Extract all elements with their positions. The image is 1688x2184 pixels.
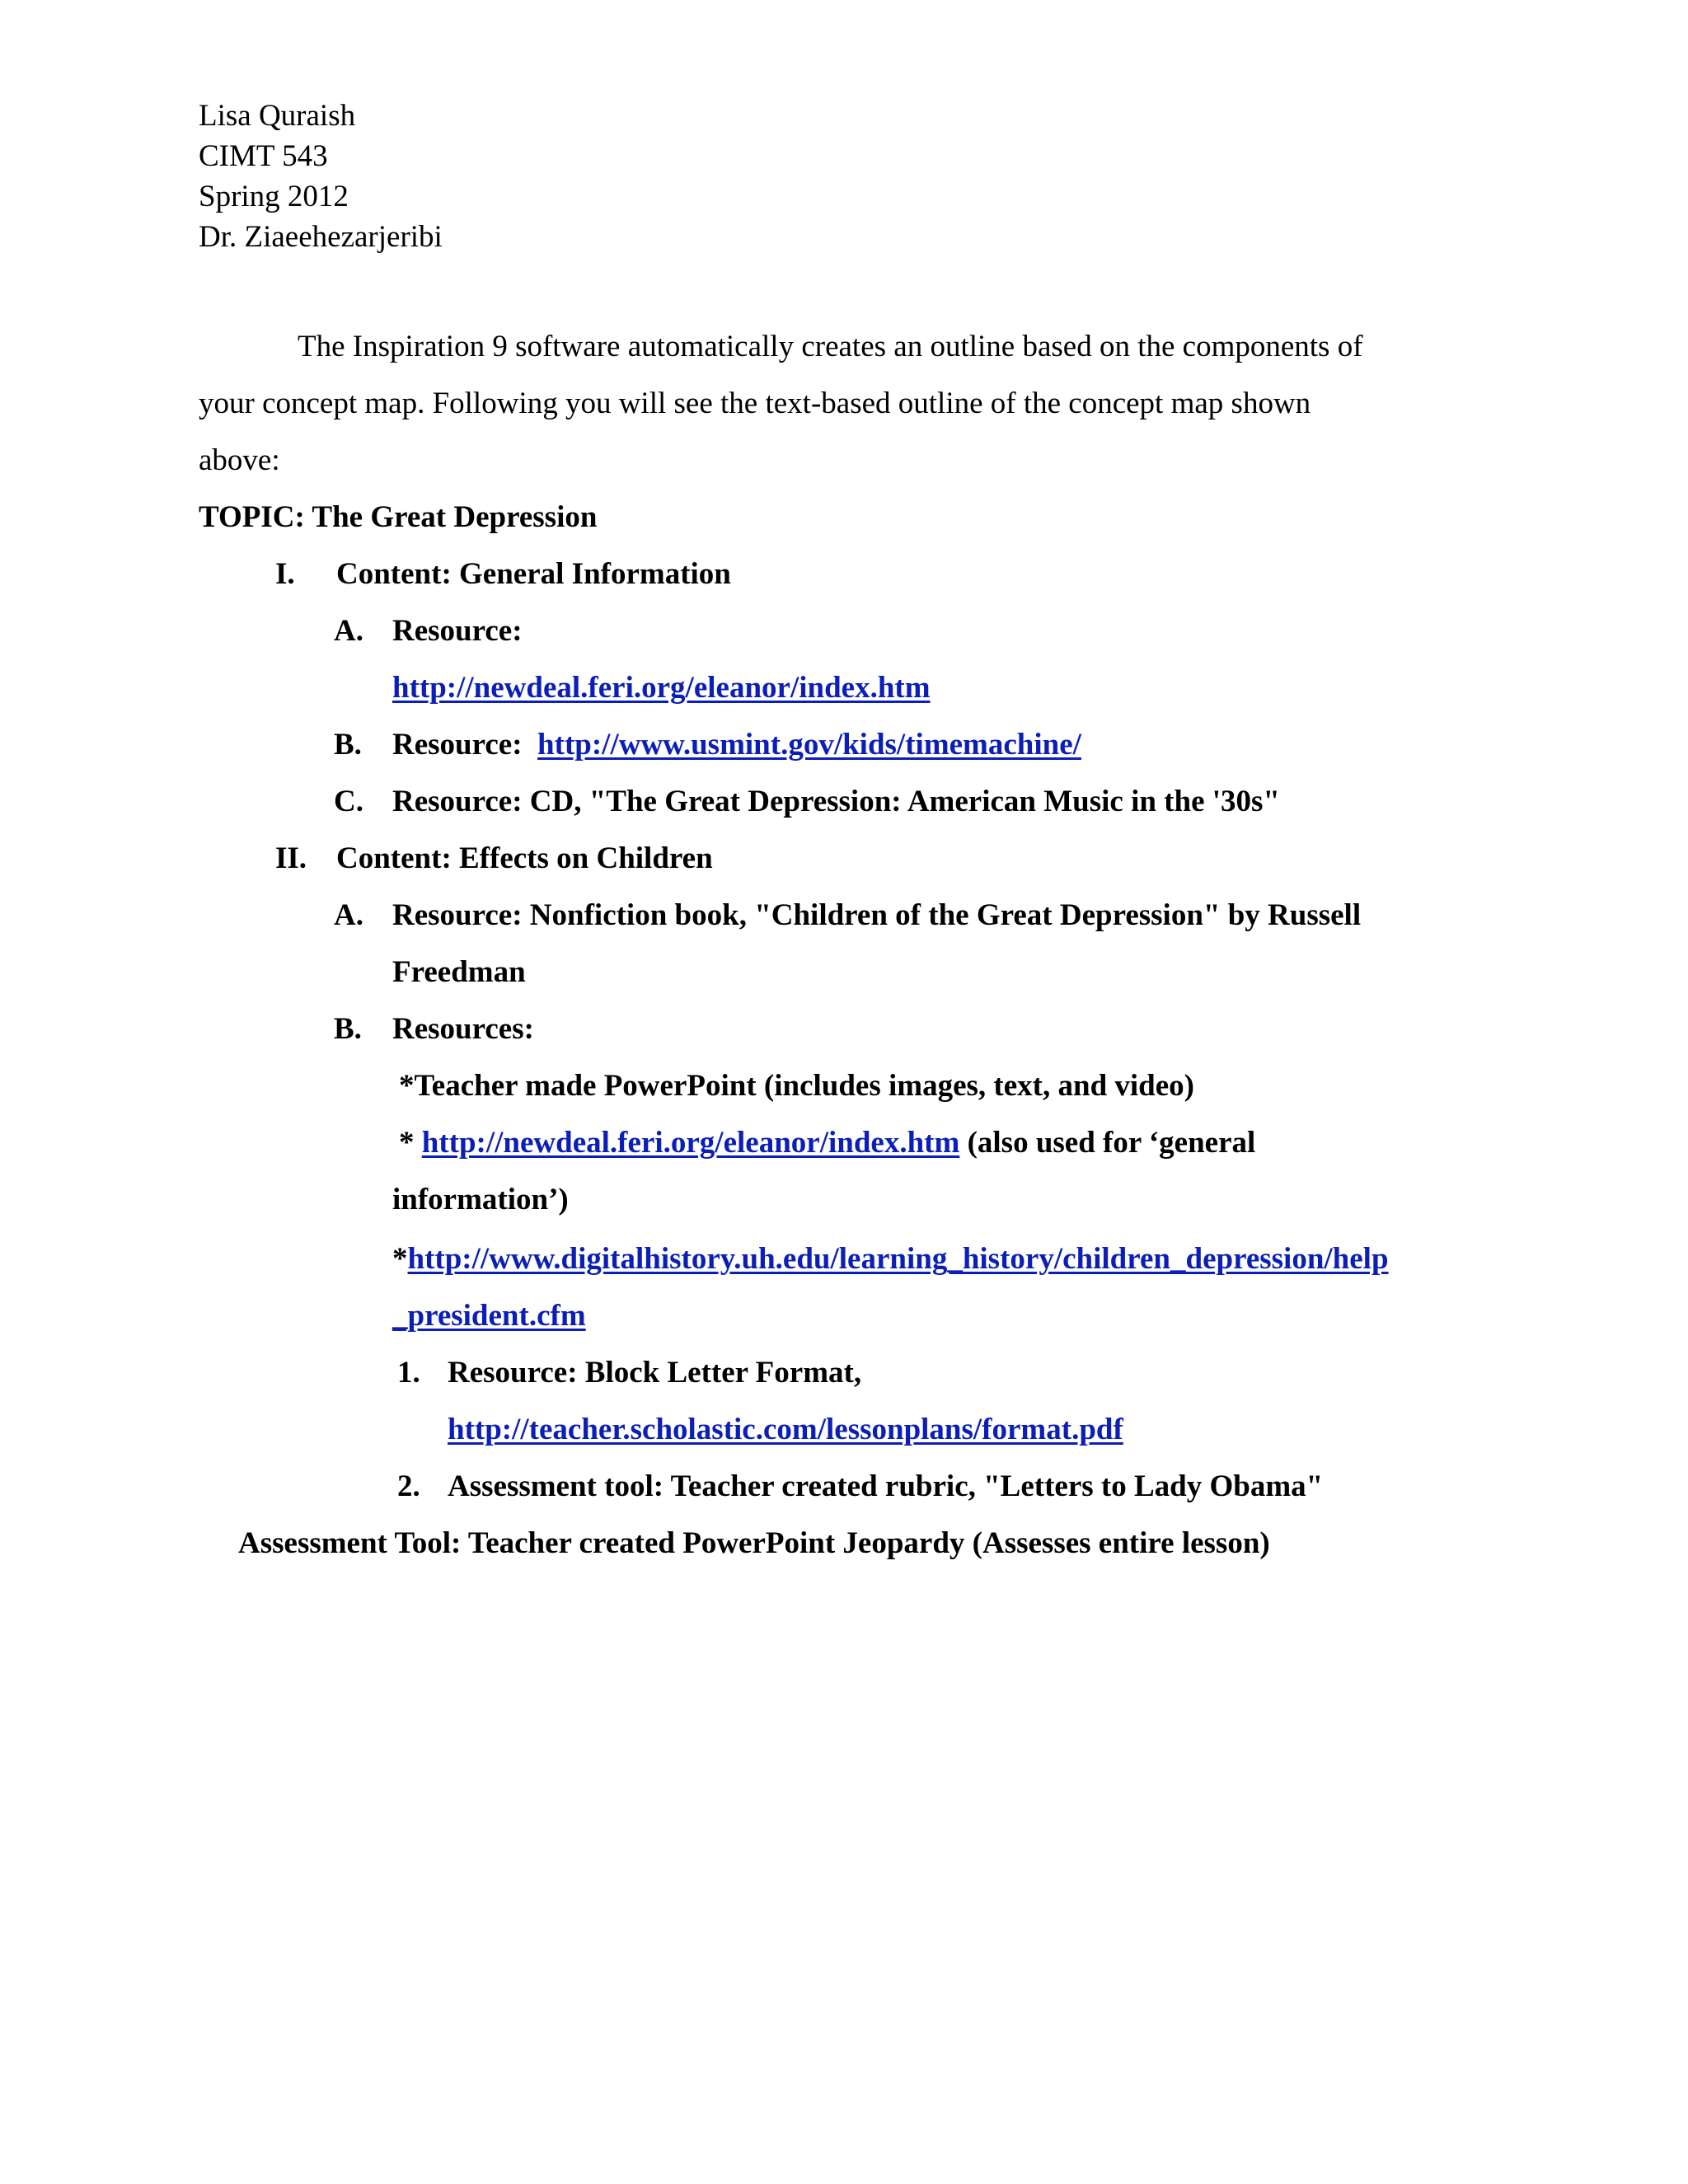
item-1b-label: Resource: xyxy=(392,728,523,762)
item-1b-number: B. xyxy=(334,728,362,762)
section-2-title: Content: Effects on Children xyxy=(336,841,713,875)
item-2b-label: Resources: xyxy=(392,1012,534,1046)
item-1a-link-line xyxy=(392,669,931,707)
section-1-title: Content: General Information xyxy=(336,557,731,591)
section-1-number: I. xyxy=(275,557,295,591)
section-2-number: II. xyxy=(275,841,307,875)
resource-newdeal-note-cont: information’) xyxy=(392,1183,569,1216)
item-2a-line-2: Freedman xyxy=(392,955,526,989)
term: Spring 2012 xyxy=(199,180,349,213)
resource-newdeal-note: (also used for ‘general xyxy=(959,1126,1256,1160)
item-2b-number: B. xyxy=(334,1012,362,1046)
digitalhistory-link-part-2[interactable]: _president.cfm xyxy=(392,1299,586,1333)
item-1b-line xyxy=(392,726,1081,764)
topic-heading: TOPIC: The Great Depression xyxy=(199,500,598,534)
newdeal-eleanor-link[interactable]: http://newdeal.feri.org/eleanor/index.htm xyxy=(392,671,931,705)
subitem-1-number: 1. xyxy=(397,1356,420,1390)
item-1a-label: Resource: xyxy=(392,614,523,648)
bullet-star: * xyxy=(399,1126,422,1160)
item-2a-line-1: Resource: Nonfiction book, "Children of the Great Depression" by Russell xyxy=(392,898,1362,932)
digitalhistory-link-part-1[interactable]: http://www.digitalhistory.uh.edu/learning_history/children_depression/help xyxy=(407,1242,1389,1276)
instructor: Dr. Ziaeehezarjeribi xyxy=(199,220,443,254)
resource-digitalhistory-line xyxy=(392,1240,1389,1278)
intro-line-2: your concept map. Following you will see the text-based outline of the concept map shown xyxy=(199,387,1311,420)
author-name: Lisa Quraish xyxy=(199,99,356,133)
scholastic-format-link[interactable]: http://teacher.scholastic.com/lessonplans/format.pdf xyxy=(448,1413,1123,1446)
intro-line-1: The Inspiration 9 software automatically creates an outline based on the components of xyxy=(298,330,1363,363)
intro-line-3: above: xyxy=(199,443,280,477)
resource-teacher-powerpoint: *Teacher made PowerPoint (includes images, text, and video) xyxy=(399,1069,1194,1103)
subitem-2-text: Assessment tool: Teacher created rubric, "Letters to Lady Obama" xyxy=(448,1469,1324,1503)
newdeal-eleanor-link-2[interactable]: http://newdeal.feri.org/eleanor/index.htm xyxy=(421,1126,960,1160)
subitem-2-number: 2. xyxy=(397,1469,420,1503)
subitem-1-link-line xyxy=(448,1411,1123,1449)
item-1a-number: A. xyxy=(334,614,363,648)
resource-newdeal-line xyxy=(399,1124,1255,1162)
resource-digitalhistory-line-2 xyxy=(392,1297,586,1335)
item-2a-number: A. xyxy=(334,898,363,932)
item-1c-text: Resource: CD, "The Great Depression: American Music in the '30s" xyxy=(392,785,1280,818)
subitem-1-label: Resource: Block Letter Format, xyxy=(448,1356,862,1390)
bullet-star: * xyxy=(392,1242,408,1276)
usmint-timemachine-link[interactable]: http://www.usmint.gov/kids/timemachine/ xyxy=(537,728,1081,762)
item-1c-number: C. xyxy=(334,785,363,818)
final-assessment: Assessment Tool: Teacher created PowerPoint Jeopardy (Assesses entire lesson) xyxy=(238,1526,1270,1560)
course-code: CIMT 543 xyxy=(199,139,328,173)
